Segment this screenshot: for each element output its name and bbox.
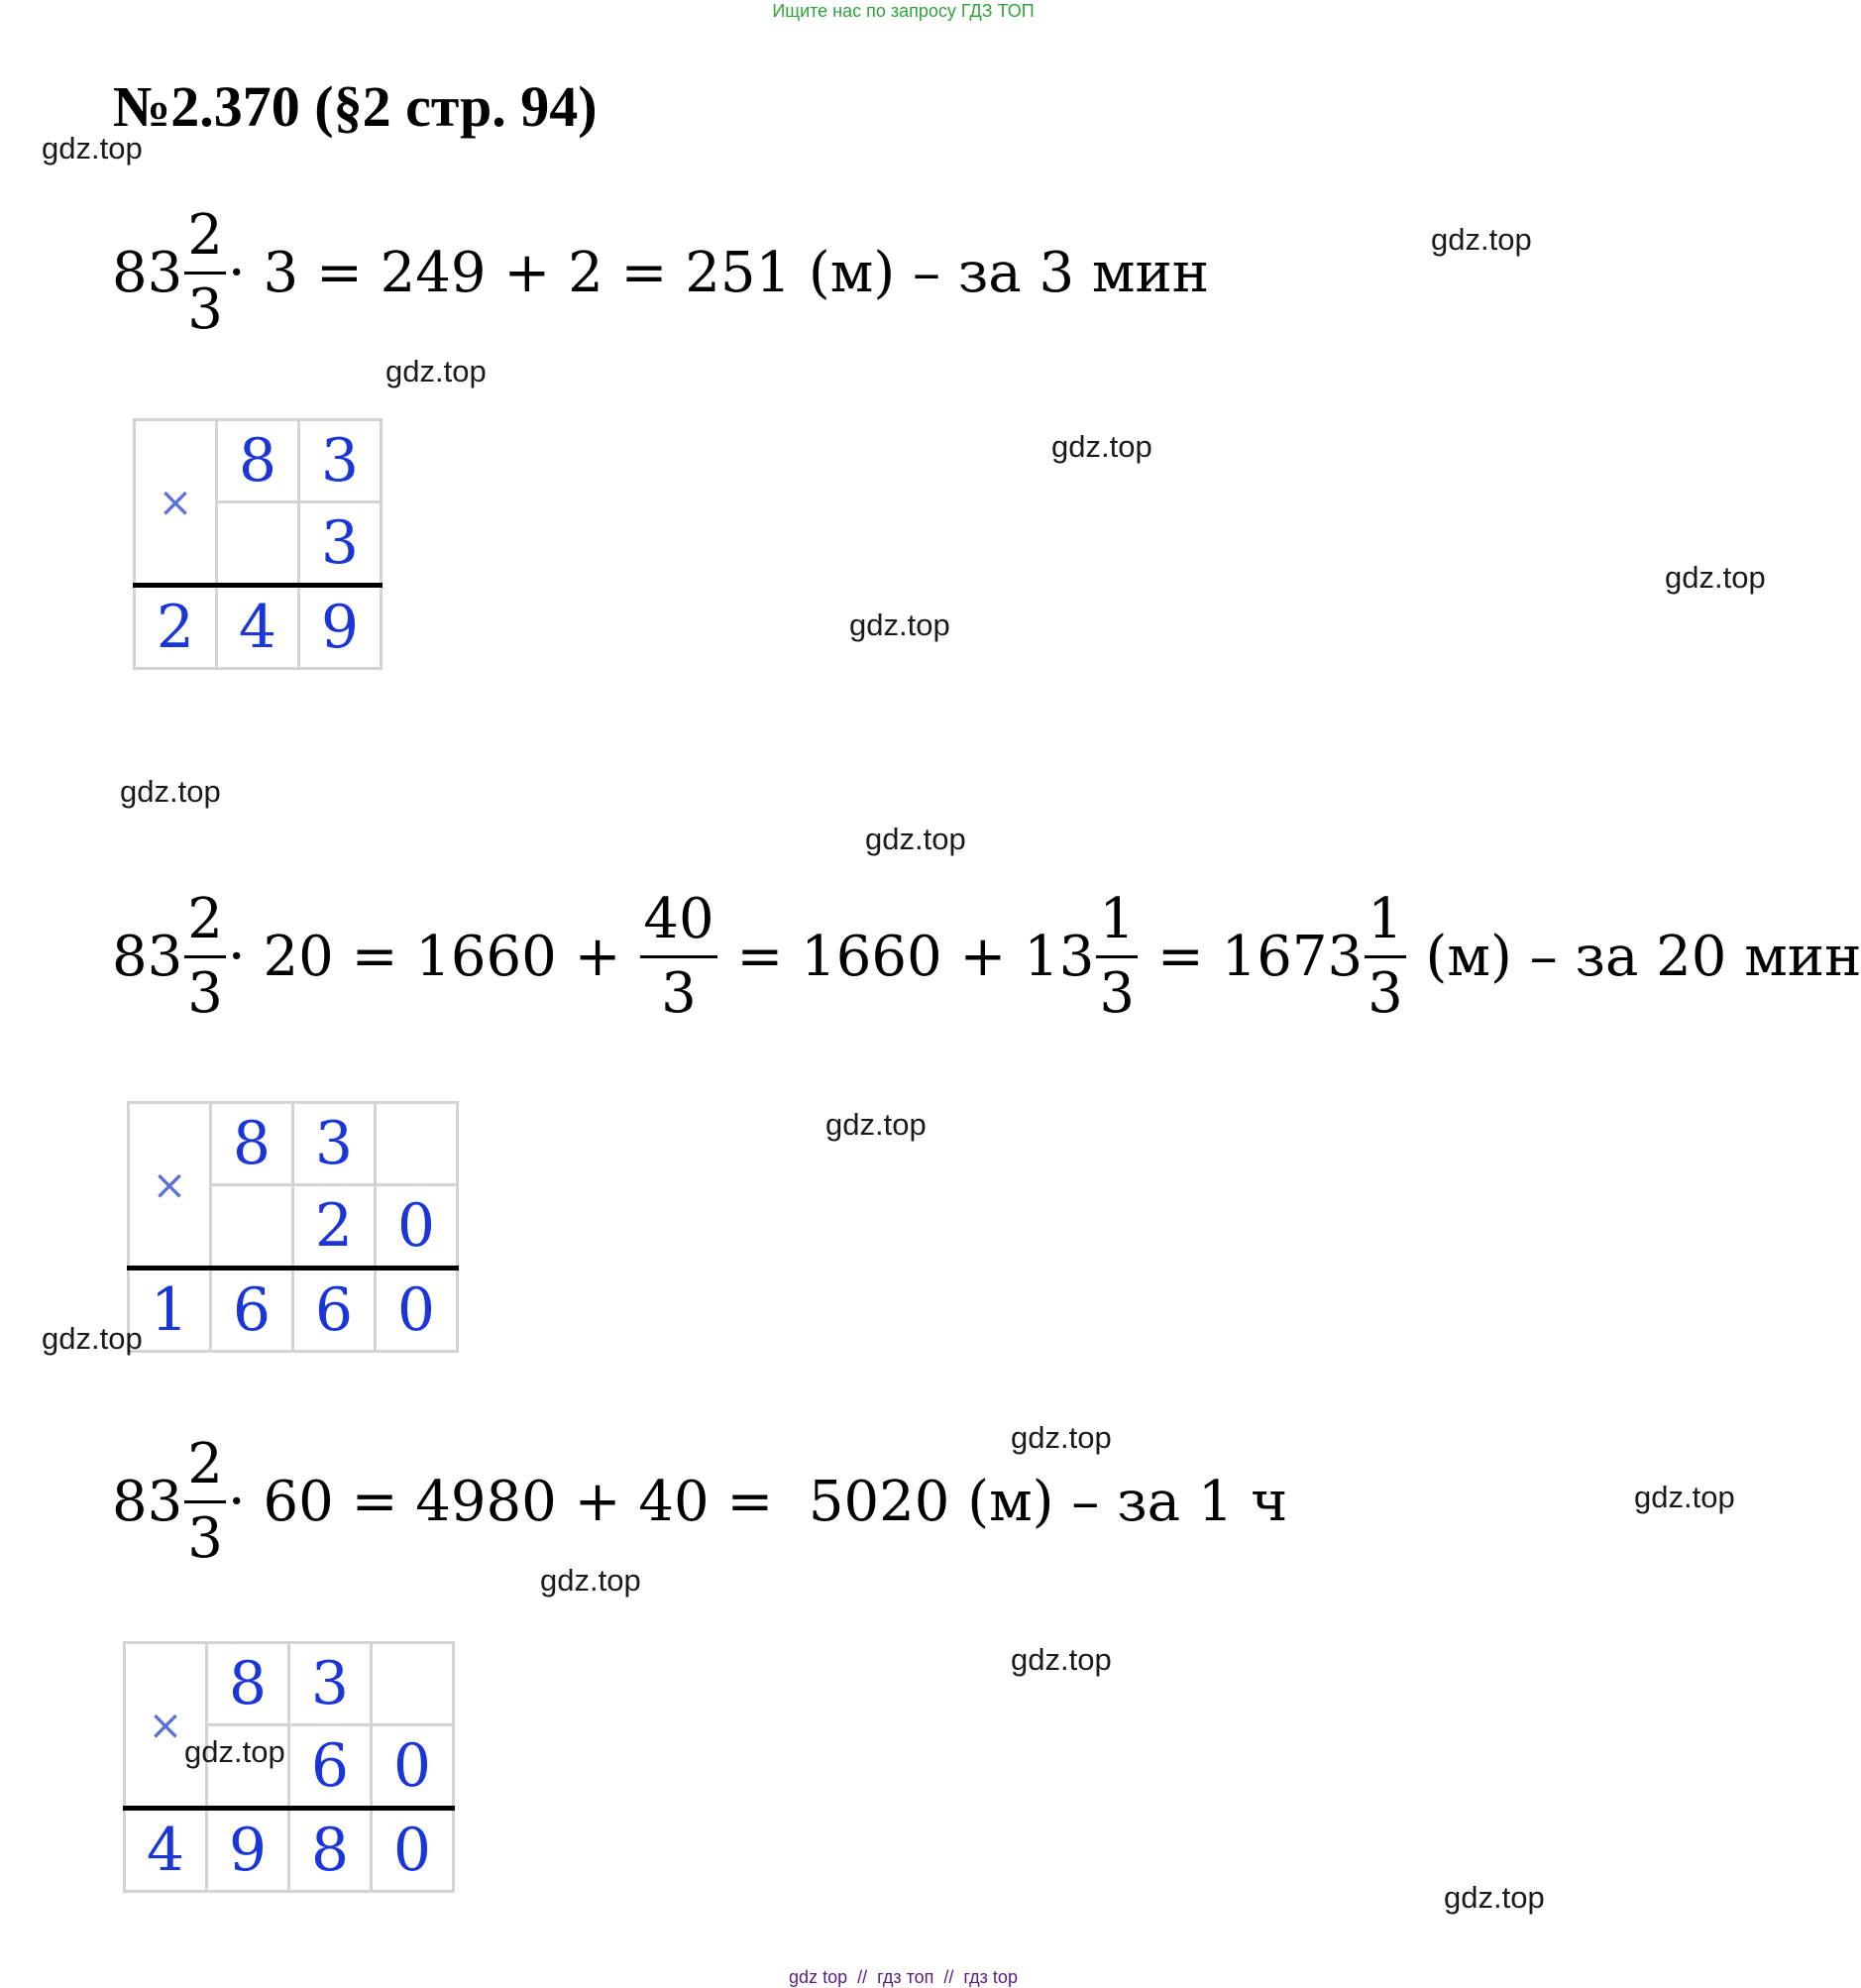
watermark: gdz.top	[1431, 222, 1532, 257]
fraction: $\frac{1}{3}$	[1096, 892, 1138, 1022]
watermark: gdz.top	[385, 354, 487, 388]
result-cell: 9	[207, 1809, 289, 1892]
result-cell: 4	[217, 586, 299, 669]
digit-cell: 2	[293, 1185, 376, 1269]
result-cell: 8	[289, 1809, 372, 1892]
equation-text: · 3 = 249 + 2 = 251 (м) – за 3 мин	[227, 241, 1210, 305]
equation-2	[112, 887, 1861, 1026]
equation-text: · 60 = 4980 + 40 = 5020 (м) – за 1 ч	[227, 1470, 1288, 1534]
multiply-sign: ×	[125, 1643, 207, 1809]
watermark: gdz.top	[42, 1321, 143, 1356]
digit-cell	[372, 1643, 454, 1725]
result-cell: 6	[293, 1269, 376, 1352]
digit-cell: 8	[217, 420, 299, 502]
result-cell: 9	[299, 586, 382, 669]
digit-cell	[217, 502, 299, 586]
digit-cell: 0	[376, 1185, 458, 1269]
fraction: $\frac{1}{3}$	[1365, 892, 1406, 1022]
equation-3	[112, 1432, 1288, 1571]
multiplication-table-2	[127, 1101, 459, 1353]
page-title: №2.370 (§2 стр. 94)	[113, 74, 598, 139]
multiply-sign: ×	[135, 420, 217, 586]
result-cell: 0	[372, 1809, 454, 1892]
digit-cell: 3	[299, 420, 382, 502]
watermark: gdz.top	[1665, 560, 1766, 595]
equation-text: · 20 = 1660 +	[227, 925, 639, 989]
result-cell: 6	[211, 1269, 293, 1352]
watermark: gdz.top	[120, 774, 221, 809]
watermark: gdz.top	[1011, 1420, 1112, 1455]
watermark: gdz.top	[825, 1107, 927, 1142]
fraction: $\frac{2}{3}$	[184, 1437, 226, 1567]
multiplication-table-3	[123, 1641, 455, 1893]
watermark: gdz.top	[184, 1734, 285, 1769]
fraction: $\frac{2}{3}$	[184, 892, 226, 1022]
fraction: $\frac{2}{3}$	[184, 208, 226, 338]
equation-1	[112, 203, 1210, 342]
watermark: gdz.top	[849, 607, 950, 642]
multiplication-table-1	[133, 418, 383, 670]
mixed-whole: 83	[112, 925, 183, 989]
result-cell: 4	[125, 1809, 207, 1892]
equation-text: = 1673	[1140, 925, 1364, 989]
watermark: gdz.top	[1444, 1880, 1545, 1915]
result-cell: 0	[376, 1269, 458, 1352]
result-cell: 2	[135, 586, 217, 669]
mixed-whole: 83	[112, 1470, 183, 1534]
fraction: $\frac{40}{3}$	[640, 892, 716, 1022]
digit-cell	[211, 1185, 293, 1269]
digit-cell: 8	[211, 1103, 293, 1185]
top-banner: Ищите нас по запросу ГДЗ ТОП	[772, 1, 1035, 21]
equation-text: (м) – за 20 мин	[1407, 925, 1861, 989]
digit-cell: 0	[372, 1725, 454, 1809]
watermark: gdz.top	[42, 131, 143, 166]
digit-cell: 6	[289, 1725, 372, 1809]
digit-cell: 3	[299, 502, 382, 586]
watermark: gdz.top	[540, 1563, 641, 1598]
watermark: gdz.top	[1051, 429, 1152, 464]
digit-cell: 3	[289, 1643, 372, 1725]
digit-cell: 3	[293, 1103, 376, 1185]
watermark: gdz.top	[1011, 1642, 1112, 1677]
result-cell: 1	[129, 1269, 211, 1352]
mixed-whole: 83	[112, 241, 183, 305]
watermark: gdz.top	[865, 822, 966, 856]
digit-cell	[376, 1103, 458, 1185]
watermark: gdz.top	[1634, 1480, 1735, 1514]
multiply-sign: ×	[129, 1103, 211, 1269]
digit-cell: 8	[207, 1643, 289, 1725]
equation-text: = 1660 + 13	[718, 925, 1095, 989]
footer-links: gdz top // гдз топ // гдз top	[789, 1967, 1018, 1987]
